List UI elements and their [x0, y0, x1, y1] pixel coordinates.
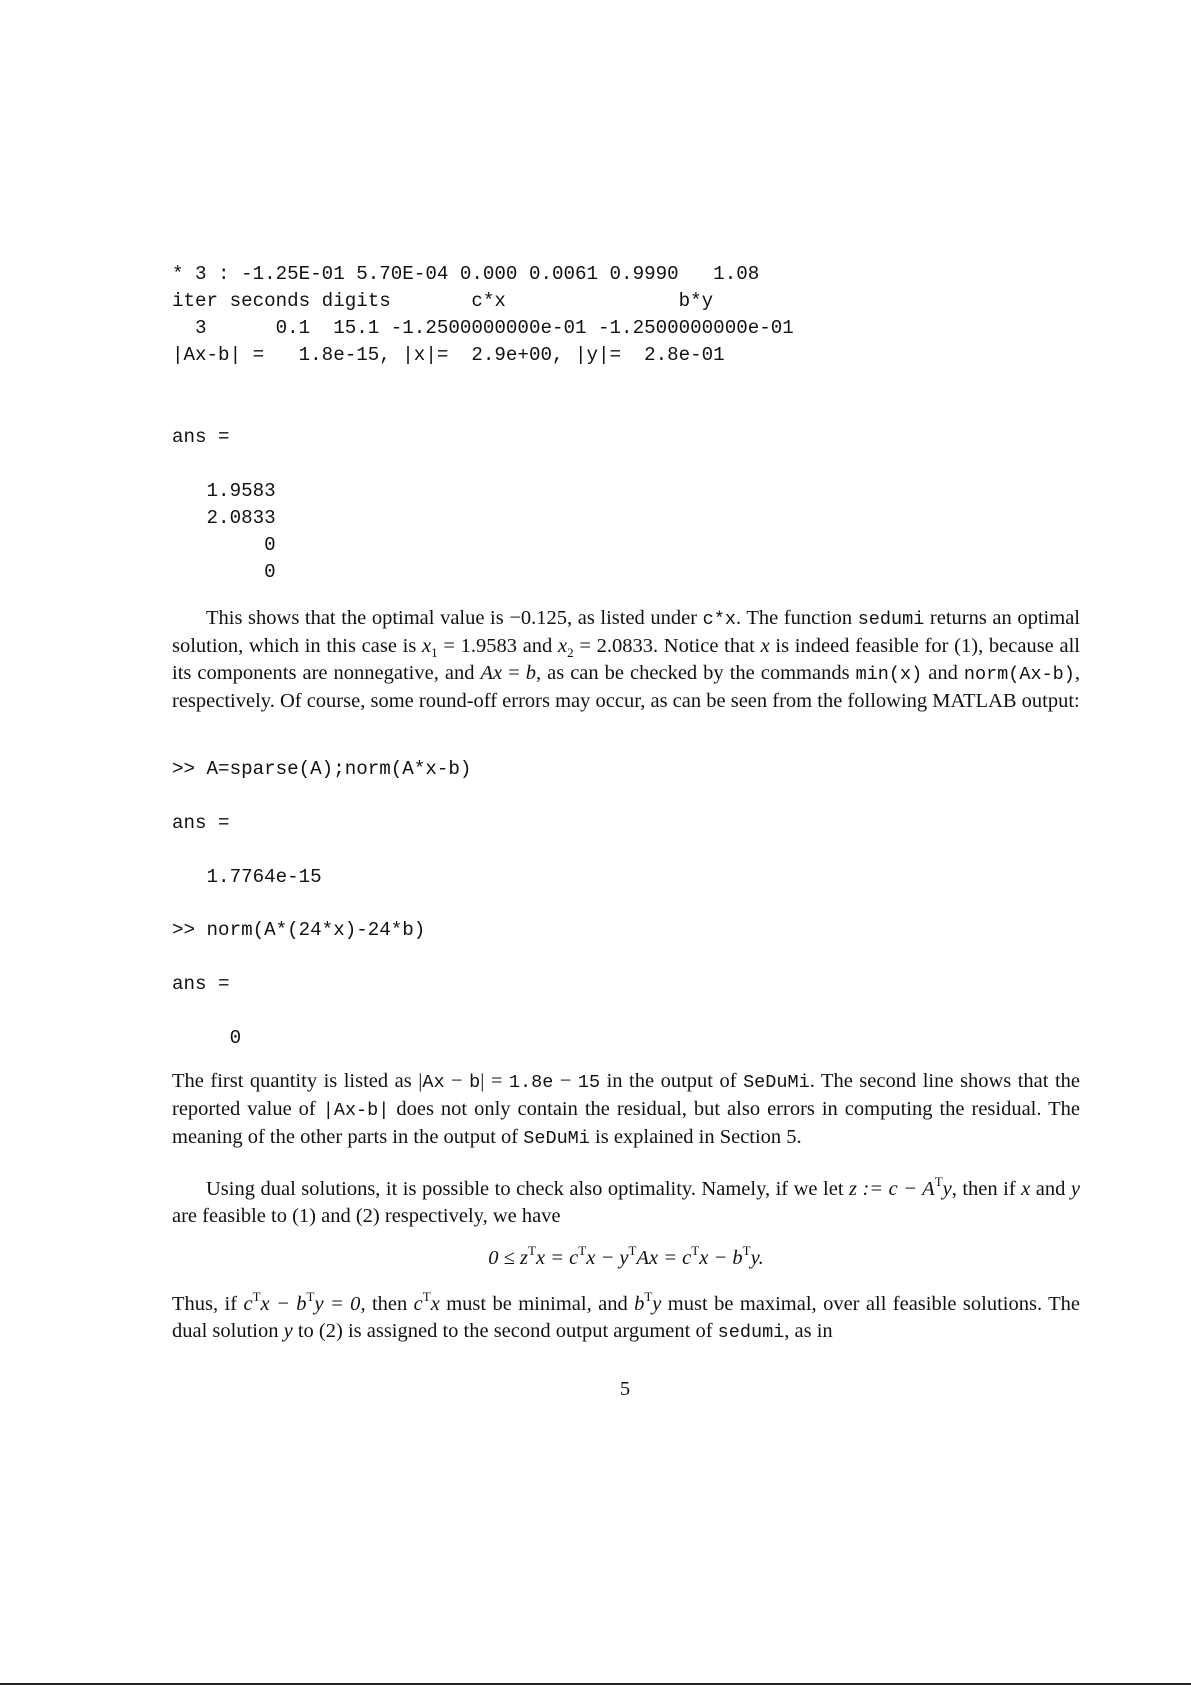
- ans-label-1: ans =: [172, 426, 230, 448]
- ans-label-2: ans =: [172, 812, 230, 834]
- sedumi-result-line: 3 0.1 15.1 -1.2500000000e-01 -1.2500000000e-01: [172, 317, 794, 339]
- paragraph-first-quantity: The first quantity is listed as |Ax − b| = 1.8e − 15 in the output of SeDuMi. The second line shows that the reported value of |Ax-b| does not only contain the residual, but also errors in computing the residual. The meaning of the other parts in the output of SeDuMi is explained in Section 5.: [172, 1070, 1081, 1149]
- ans-values-1: [172, 478, 276, 586]
- sedumi-header-line: iter seconds digits c*x b*y: [172, 290, 714, 312]
- sedumi-iter-line: * 3 : -1.25E-01 5.70E-04 0.000 0.0061 0.9990 1.08: [172, 263, 760, 285]
- ans-value-2: 1.7764e-15: [172, 866, 322, 888]
- ans-value: 0: [172, 561, 276, 583]
- page-number: 5: [619, 1378, 631, 1400]
- sedumi-residual-line: |Ax-b| = 1.8e-15, |x|= 2.9e+00, |y|= 2.8e-01: [172, 344, 725, 366]
- ans-label-3: ans =: [172, 973, 230, 995]
- ans-value-3: 0: [172, 1027, 242, 1049]
- paragraph-optimal-value: This shows that the optimal value is −0.125, as listed under c*x. The function sedumi returns an optimal solution, which in this case is $x_1 = 1.9583$ and $x_2 = 2.0833$. Notice that x is indeed feasible for (1), because all its components are nonnegative, and Ax = b, as can be checked by the commands min(x) and norm(Ax-b), respectively. Of course, some round-off errors may occur, as can be seen from the following MATLAB output:: [172, 607, 1081, 712]
- ans-value: 1.9583: [172, 480, 276, 502]
- ans-value: 0: [172, 534, 276, 556]
- paragraph-optimality: Thus, if $c^Tx - b^Ty = 0$, then $c^Tx$ must be minimal, and $b^Ty$ must be maximal, over all feasible solutions. The dual solution y to (2) is assigned to the second output argument of sedumi, as in: [172, 1289, 1080, 1343]
- paragraph-dual-solutions: Using dual solutions, it is possible to check also optimality. Namely, if we let z := $c - A^Ty$, then if x and y are feasible to (1) and (2) respectively, we have: [172, 1174, 1080, 1227]
- matlab-command-2: >> norm(A*(24*x)-24*b): [172, 919, 426, 941]
- ans-value: 2.0833: [172, 507, 276, 529]
- duality-equation: $0 \le z^Tx = c^Tx - y^TAx = c^Tx - b^Ty$.: [488, 1243, 764, 1269]
- sedumi-output-block: [172, 261, 794, 369]
- matlab-command-1: >> A=sparse(A);norm(A*x-b): [172, 758, 472, 780]
